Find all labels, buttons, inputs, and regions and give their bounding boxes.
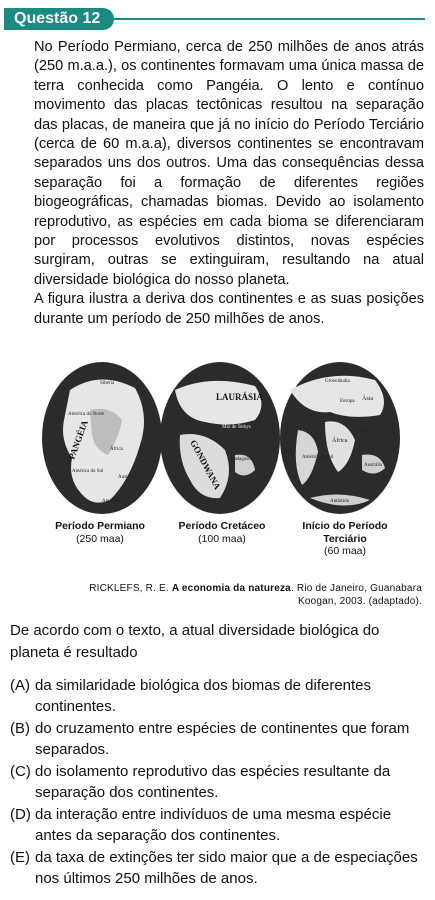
caption-age: (60 maa) [323,545,366,557]
option-a[interactable] [10,676,425,717]
header-rule [100,18,425,20]
caption-permian [40,520,160,545]
question-header [0,8,435,30]
option-b[interactable] [10,719,425,760]
question-title: Questão 12 [4,8,114,30]
globe-tertiary [280,362,400,514]
label-america-sul-3: América do Sul [302,455,334,460]
question-stem: De acordo com o texto, a atual diversidade biológica do planeta é resultado [10,622,380,661]
option-letter: (A) [10,677,30,694]
label-laurasia: LAURÁSIA [216,392,264,402]
label-gondwana: GONDWANA [188,438,223,492]
label-madagascar: Madagascar [230,457,255,462]
option-letter: (C) [10,763,31,780]
question-passage [34,38,424,329]
label-africa-3: África [332,438,348,444]
globes-illustration [40,360,410,520]
caption-age: (100 maa) [198,532,246,545]
label-pangeia: PANGÉIA [66,418,90,461]
caption-cretaceous [162,520,282,545]
figure-reference [60,582,422,608]
ref-author: RICKLEFS, R. E. [89,583,169,594]
option-c[interactable] [10,762,425,803]
label-australia-1: Austrália [118,475,137,480]
caption-age: (250 maa) [76,532,124,545]
label-africa-1: África [110,447,123,452]
label-india: Índia [358,429,369,434]
caption-period: Início do Período Terciário [302,520,388,545]
answer-options [10,676,425,891]
option-text: da taxa de extinções ter sido maior que a de especiações nos últimos 250 milhões de anos. [35,849,418,887]
ref-title: A economia da natureza [171,583,291,594]
caption-period: Período Cretáceo [178,520,266,532]
label-siberia: Sibéria [100,381,115,386]
option-text: do cruzamento entre espécies de continentes que foram separados. [35,720,410,758]
option-d[interactable] [10,805,425,846]
globe-permian [42,362,162,514]
option-letter: (E) [10,849,30,866]
globe-cretaceous [160,362,280,514]
option-e[interactable] [10,848,425,889]
ref-rest-2: Koogan, 2003. (adaptado). [298,596,422,607]
label-america-norte: América do Norte [68,412,105,417]
caption-tertiary [284,520,406,558]
label-groenlandia: Groenlândia [325,379,350,384]
label-america-sul-1: América do Sul [72,469,104,474]
label-mar-tethys: Mar de Tethys [222,425,251,430]
continental-drift-figure [40,360,410,575]
caption-period: Período Permiano [55,520,145,532]
option-text: da similaridade biológica dos biomas de diferentes continentes. [35,677,372,715]
option-letter: (B) [10,720,30,737]
option-text: da interação entre indivíduos de uma mesma espécie antes da separação dos continentes. [35,806,392,844]
passage-paragraph: No Período Permiano, cerca de 250 milhões de anos atrás (250 m.a.a.), os continentes formavam uma única massa de terra conhecida como Pangéia. O lento e contínuo movimento das placas tectônicas resultou na separação das placas, de maneira que já no início do Período Terciário (cerca de 60 m.a.a), diversos continentes se encontravam separados uns dos outros. Uma das consequências dessa separação foi a formação de diferentes regiões biogeográficas, chamadas biomas. Devido ao isolamento reprodutivo, as espécies em cada bioma se diferenciaram por processos evolutivos distintos, novas espécies surgiram, outras se extinguiram, resultando na atual diversidade biológica do nosso planeta. [34,39,424,288]
label-asia: Ásia [362,396,373,402]
option-letter: (D) [10,806,31,823]
option-text: do isolamento reprodutivo das espécies resultante da separação dos continentes. [35,763,391,801]
label-australia-3: Austrália [364,463,383,468]
label-antartida-1: Antártida [102,499,121,504]
label-antartida-3: Antártida [330,499,349,504]
ref-rest: . Rio de Janeiro, Guanabara [290,583,422,594]
label-europa: Europa [340,399,355,404]
passage-paragraph: A figura ilustra a deriva dos continentes e as suas posições durante um período de 250 milhões de anos. [34,291,424,327]
